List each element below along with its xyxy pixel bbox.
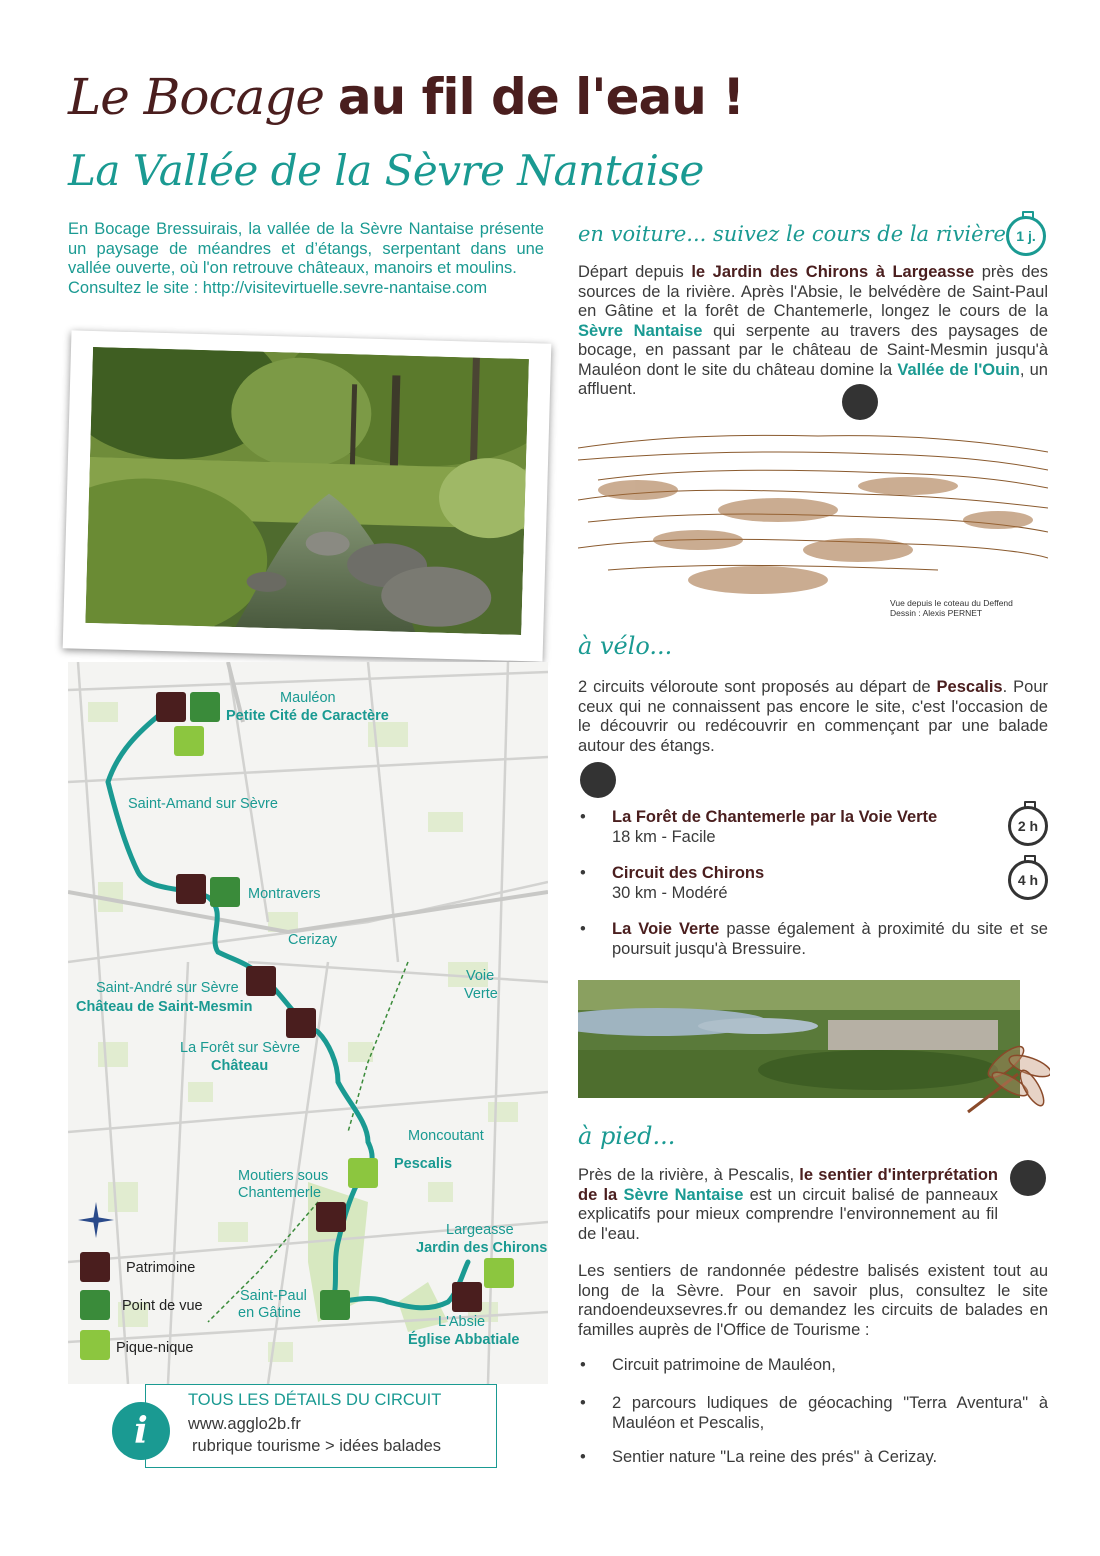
family-icon: [580, 762, 616, 798]
patrimoine-icon: [176, 874, 206, 904]
page-title: [68, 68, 744, 126]
pied-heading: à pied...: [578, 1122, 676, 1150]
map-label-jardin: Jardin des Chirons: [416, 1240, 548, 1256]
map-label-saint-paul-2: en Gâtine: [238, 1305, 301, 1321]
legend-patrimoine: Patrimoine: [126, 1260, 196, 1276]
title-bold: au fil de l'eau !: [337, 68, 745, 126]
intro-text: [68, 220, 544, 298]
map-label-chateau: Château: [211, 1058, 269, 1074]
pique-nique-icon: [174, 726, 204, 756]
timer-icon: 4 h: [1008, 860, 1048, 900]
lake-photo: [578, 980, 1020, 1098]
map-label-verte: Verte: [464, 986, 498, 1002]
voiture-text: Départ depuis le Jardin des Chirons à Largeasse près des sources de la rivière. Après l'Absie, le belvédère de Saint-Paul en Gâtine et la forêt de Chantemerle, longez le cours de la Sèvre Nantaise qui serpente au travers des paysages de bocage, en passant par le château de Saint-Mesmin jusqu'à Mauléon dont le site du château domine la Vallée de l'Ouin, un affluent.: [578, 263, 1048, 398]
pied-text-2: Les sentiers de randonnée pédestre balisés existent tout au long de la Sèvre. Pour en savoir plus, consultez le site randoendeuxsevres.fr ou demandez les circuits de balades en familles auprès de l'Office de Tourisme :: [578, 1262, 1048, 1339]
circuit-info-box: [145, 1384, 497, 1468]
point-de-vue-icon: [210, 877, 240, 907]
legend-point-de-vue-icon: [80, 1290, 110, 1320]
map-label-eglise: Église Abbatiale: [408, 1332, 520, 1348]
map-label-moutiers-1: Moutiers sous: [238, 1168, 329, 1184]
sketch-caption-2: Dessin : Alexis PERNET: [890, 608, 983, 618]
patrimoine-icon: [286, 1008, 316, 1038]
title-script: Le Bocage: [68, 68, 324, 126]
legend-point-de-vue: Point de vue: [122, 1298, 203, 1314]
timer-icon: 1 j.: [1006, 216, 1046, 256]
legend-pique-nique: Pique-nique: [116, 1340, 194, 1356]
map-label-saint-andre: Saint-André sur Sèvre: [96, 980, 239, 996]
map-label-saint-paul-1: Saint-Paul: [240, 1288, 307, 1304]
map-label-labsie: L'Absie: [438, 1314, 486, 1330]
map-label-saint-amand: Saint-Amand sur Sèvre: [128, 796, 278, 812]
landscape-sketch: [578, 430, 1048, 606]
point-de-vue-icon: [320, 1290, 350, 1320]
map-label-cerizay: Cerizay: [288, 932, 338, 948]
pique-nique-icon: [348, 1158, 378, 1188]
patrimoine-icon: [156, 692, 186, 722]
info-icon: i: [112, 1402, 170, 1460]
velo-heading: à vélo...: [578, 632, 673, 660]
map-label-largeasse: Largeasse: [446, 1222, 514, 1238]
patrimoine-icon: [316, 1202, 346, 1232]
legend-pique-nique-icon: [80, 1330, 110, 1360]
map-label-voie: Voie: [466, 968, 495, 984]
timer-icon: 2 h: [1008, 806, 1048, 846]
point-de-vue-icon: [190, 692, 220, 722]
map-label-montravers: Montravers: [248, 886, 321, 902]
map-label-petite-cite: Petite Cité de Caractère: [226, 708, 389, 724]
route-map: [68, 662, 548, 1384]
intro-site-link[interactable]: Consultez le site : http://visitevirtuelle.sevre-nantaise.com: [68, 278, 488, 297]
pique-nique-icon: [484, 1258, 514, 1288]
info-website-link[interactable]: www.agglo2b.fr: [188, 1415, 301, 1433]
pied-text: Près de la rivière, à Pescalis, le sentier d'interprétation de la Sèvre Nantaise est un circuit balisé de panneaux explicatifs pour mieux comprendre l'environnement au fil de l'eau.: [578, 1166, 999, 1243]
velo-text: 2 circuits véloroute sont proposés au départ de Pescalis. Pour ceux qui ne connaissent pas encore le site, c'est l'occasion de le découvrir ou redécouvrir en commençant par une balade autour des étangs.: [578, 678, 1048, 755]
map-label-mauleon: Mauléon: [280, 690, 336, 706]
dragonfly-icon: [958, 1044, 1050, 1118]
patrimoine-icon: [452, 1282, 482, 1312]
voiture-heading: en voiture... suivez le cours de la rivière: [578, 222, 1006, 246]
compass-icon: [76, 1200, 116, 1240]
map-label-foret-sevre: La Forêt sur Sèvre: [180, 1040, 301, 1056]
map-label-moutiers-2: Chantemerle: [238, 1185, 322, 1201]
patrimoine-icon: [246, 966, 276, 996]
family-icon: [842, 384, 878, 420]
intro-paragraph: En Bocage Bressuirais, la vallée de la Sèvre Nantaise présente un paysage de méandres et d’étangs, serpentant dans une vallée ouverte, où l'on retrouve châteaux, manoirs et moulins.: [68, 220, 544, 277]
legend-patrimoine-icon: [80, 1252, 110, 1282]
page-subtitle: La Vallée de la Sèvre Nantaise: [68, 146, 704, 195]
sketch-caption-1: Vue depuis le coteau du Deffend: [890, 598, 1013, 608]
map-label-moncoutant: Moncoutant: [408, 1128, 484, 1144]
map-label-pescalis: Pescalis: [394, 1156, 453, 1172]
family-icon: [1010, 1160, 1046, 1196]
info-heading: TOUS LES DÉTAILS DU CIRCUIT: [188, 1391, 442, 1409]
info-rubrique: rubrique tourisme > idées balades: [192, 1437, 442, 1455]
map-label-chateau-mesmin: Château de Saint-Mesmin: [76, 999, 253, 1015]
river-photo: [63, 330, 552, 661]
